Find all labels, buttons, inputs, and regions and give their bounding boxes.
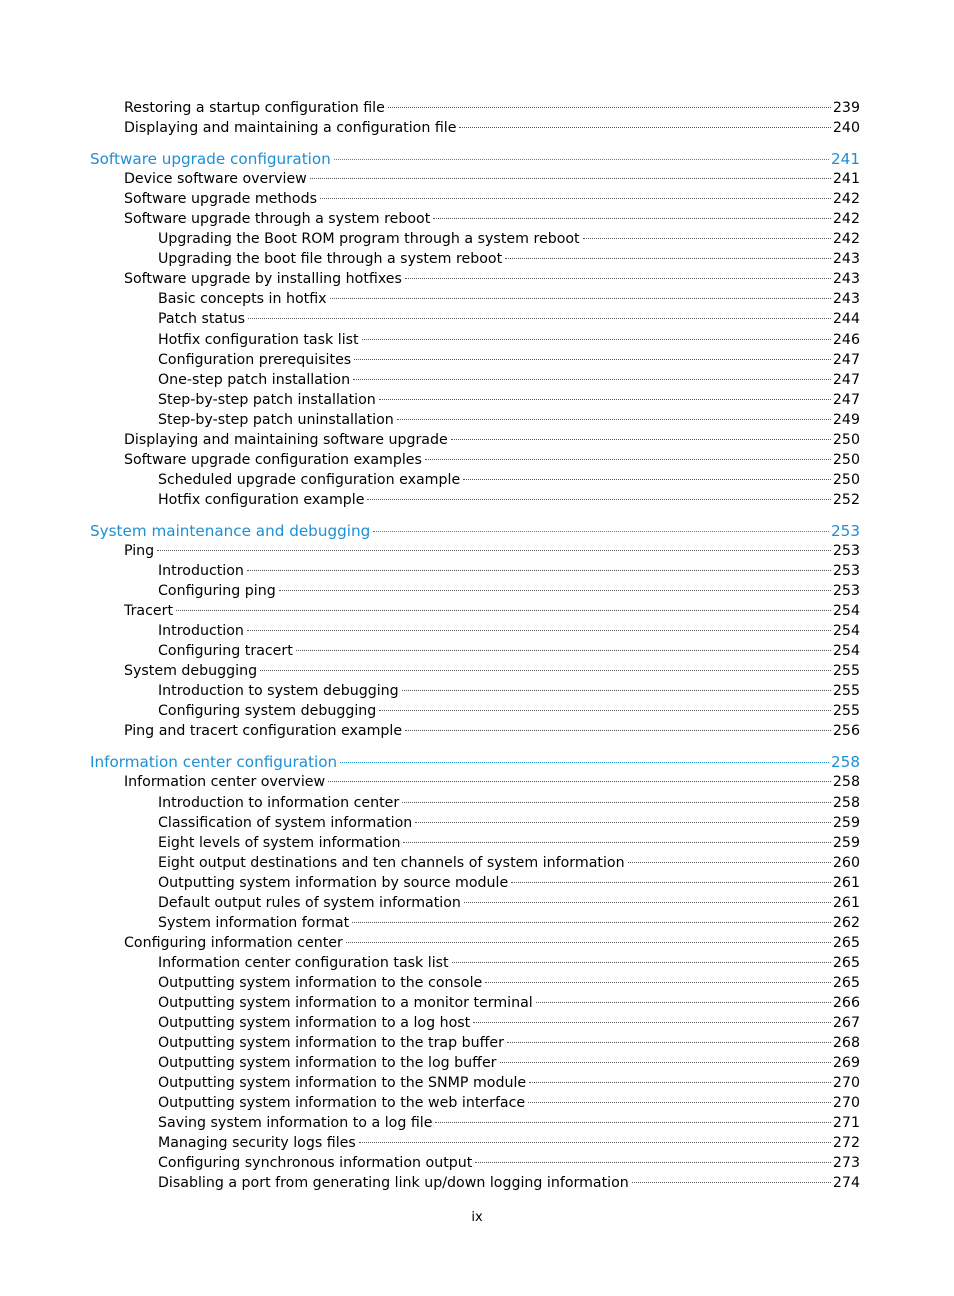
toc-entry-title: Default output rules of system information <box>158 894 461 911</box>
toc-entry-page: 241 <box>832 171 860 188</box>
dot-leader <box>373 531 829 532</box>
toc-entry[interactable] <box>124 452 860 468</box>
toc-entry-page: 272 <box>832 1135 860 1152</box>
toc-entry-page: 247 <box>832 391 860 408</box>
toc-entry-page: 270 <box>832 1075 860 1092</box>
toc-entry-page: 267 <box>832 1015 860 1032</box>
toc-entry-page: 241 <box>831 150 860 169</box>
dot-leader <box>452 962 831 963</box>
dot-leader <box>388 107 831 108</box>
toc-entry-title: Configuring system debugging <box>158 703 377 720</box>
toc-entry-page: 243 <box>832 271 860 288</box>
toc-entry-page: 259 <box>832 834 860 851</box>
toc-entry-page: 262 <box>832 914 860 931</box>
toc-entry[interactable] <box>158 1055 860 1071</box>
toc-entry-title: Software upgrade configuration <box>90 150 331 169</box>
dot-leader <box>505 258 831 259</box>
toc-entry-title: One-step patch installation <box>158 371 351 388</box>
toc-entry-title: Introduction to system debugging <box>158 683 399 700</box>
toc-entry-page: 256 <box>832 723 860 740</box>
toc-entry[interactable] <box>158 583 860 599</box>
toc-entry-title: Configuring ping <box>158 583 276 600</box>
toc-entry[interactable] <box>124 171 860 187</box>
toc-entry-title: Configuring information center <box>124 934 343 951</box>
toc-entry-page: 242 <box>832 211 860 228</box>
toc-entry[interactable] <box>158 1035 860 1051</box>
dot-leader <box>511 882 831 883</box>
toc-entry[interactable] <box>124 211 860 227</box>
dot-leader <box>529 1082 831 1083</box>
dot-leader <box>260 670 831 671</box>
toc-entry-page: 254 <box>832 603 860 620</box>
toc-entry[interactable] <box>158 795 860 811</box>
toc-entry[interactable] <box>158 895 860 911</box>
toc-entry-page: 265 <box>832 934 860 951</box>
dot-leader <box>334 159 829 160</box>
toc-entry[interactable] <box>158 1135 860 1151</box>
toc-entry-title: Upgrading the Boot ROM program through a system reboot <box>158 231 580 248</box>
toc-entry-page: 258 <box>832 794 860 811</box>
toc-entry-title: Step-by-step patch installation <box>158 391 376 408</box>
toc-entry-page: 253 <box>832 542 860 559</box>
toc-entry[interactable] <box>158 251 860 267</box>
toc-entry-page: 254 <box>832 643 860 660</box>
toc-entry-title: Introduction <box>158 623 244 640</box>
toc-entry-page: 253 <box>832 563 860 579</box>
toc-entry[interactable] <box>158 352 860 368</box>
toc-entry-page: 240 <box>832 120 860 137</box>
toc-entry-title: System maintenance and debugging <box>90 521 371 540</box>
toc-entry-page: 246 <box>832 331 860 348</box>
toc-entry[interactable] <box>124 432 860 448</box>
toc-entry-title: Restoring a startup configuration file <box>124 100 385 116</box>
dot-leader <box>247 630 831 631</box>
toc-entry-title: Outputting system information to the trap buffer <box>158 1035 504 1052</box>
toc-entry[interactable] <box>158 563 860 579</box>
toc-entry-page: 247 <box>832 371 860 388</box>
toc-entry-page: 255 <box>832 703 860 720</box>
dot-leader <box>473 1022 831 1023</box>
toc-entry[interactable] <box>158 1115 860 1131</box>
dot-leader <box>352 922 831 923</box>
dot-leader <box>279 590 831 591</box>
toc-entry-page: 249 <box>832 411 860 428</box>
toc-entry-page: 261 <box>832 874 860 891</box>
dot-leader <box>346 942 831 943</box>
dot-leader <box>435 1122 830 1123</box>
toc-entry[interactable] <box>124 191 860 207</box>
toc-entry-page: 265 <box>832 974 860 991</box>
dot-leader <box>415 822 831 823</box>
toc-entry-title: Software upgrade by installing hotfixes <box>124 271 402 288</box>
toc-entry-title: Eight output destinations and ten channels of system information <box>158 854 625 871</box>
toc-entry-title: Ping and tracert configuration example <box>124 723 403 740</box>
toc-entry[interactable] <box>124 543 860 559</box>
toc-entry-title: System debugging <box>124 663 258 680</box>
toc-entry[interactable] <box>158 835 860 851</box>
toc-entry-page: 266 <box>832 995 860 1011</box>
dot-leader <box>425 459 831 460</box>
dot-leader <box>367 499 830 500</box>
toc-entry[interactable] <box>158 472 860 488</box>
toc-entry-page: 252 <box>832 491 860 508</box>
dot-leader <box>464 902 831 903</box>
dot-leader <box>632 1182 831 1183</box>
dot-leader <box>379 710 831 711</box>
toc-entry[interactable] <box>124 935 860 951</box>
dot-leader <box>485 982 831 983</box>
toc-entry-page: 258 <box>832 774 860 791</box>
toc-entry-title: Disabling a port from generating link up/down logging information <box>158 1175 629 1192</box>
toc-chapter-entry[interactable] <box>90 150 860 168</box>
toc-entry-title: Configuring synchronous information output <box>158 1155 473 1172</box>
toc-entry-title: Introduction to information center <box>158 794 400 811</box>
toc-entry-title: Information center configuration <box>90 753 338 772</box>
toc-entry-title: Software upgrade configuration examples <box>124 451 422 468</box>
toc-entry-title: Basic concepts in hotfix <box>158 291 327 308</box>
toc-entry-title: Step-by-step patch uninstallation <box>158 411 394 428</box>
toc-entry-page: 250 <box>832 451 860 468</box>
dot-leader <box>359 1142 831 1143</box>
toc-entry-title: Software upgrade methods <box>124 191 318 208</box>
toc-entry-title: Outputting system information to the web interface <box>158 1095 526 1112</box>
dot-leader <box>248 318 831 319</box>
toc-entry-title: Managing security logs files <box>158 1135 356 1152</box>
toc-entry-title: Tracert <box>124 603 174 620</box>
dot-leader <box>459 127 830 128</box>
dot-leader <box>433 218 831 219</box>
dot-leader <box>379 399 831 400</box>
dot-leader <box>402 690 831 691</box>
toc-entry[interactable] <box>158 955 860 971</box>
toc-entry-page: 271 <box>832 1115 860 1132</box>
dot-leader <box>405 730 831 731</box>
dot-leader <box>583 238 831 239</box>
toc-entry[interactable] <box>158 1075 860 1091</box>
toc-entry-title: Eight levels of system information <box>158 834 401 851</box>
dot-leader <box>528 1102 831 1103</box>
toc-entry-page: 242 <box>832 231 860 248</box>
toc-entry-page: 247 <box>832 351 860 368</box>
toc-entry-page: 242 <box>832 191 860 208</box>
toc-entry[interactable] <box>158 1015 860 1031</box>
toc-entry[interactable] <box>158 995 860 1011</box>
dot-leader <box>403 842 830 843</box>
toc-entry[interactable] <box>158 231 860 247</box>
toc-entry[interactable] <box>158 975 860 991</box>
toc-entry-page: 253 <box>831 521 860 540</box>
page-number: ix <box>471 1210 483 1225</box>
toc-entry-page: 250 <box>832 431 860 448</box>
dot-leader <box>328 781 831 782</box>
dot-leader <box>536 1002 831 1003</box>
toc-entry-title: System information format <box>158 914 350 931</box>
dot-leader <box>176 610 831 611</box>
toc-entry-title: Scheduled upgrade configuration example <box>158 471 461 488</box>
toc-entry-title: Outputting system information to a monitor terminal <box>158 995 533 1011</box>
toc-entry[interactable] <box>124 774 860 790</box>
dot-leader <box>353 379 831 380</box>
toc-entry[interactable] <box>158 372 860 388</box>
toc-entry-title: Classification of system information <box>158 814 413 831</box>
dot-leader <box>463 479 831 480</box>
toc-entry[interactable] <box>158 623 860 639</box>
dot-leader <box>628 862 831 863</box>
toc-entry-page: 239 <box>832 100 860 116</box>
toc-entry[interactable] <box>158 412 860 428</box>
toc-entry-title: Information center configuration task list <box>158 954 449 971</box>
toc-entry-title: Patch status <box>158 311 246 328</box>
toc-entry[interactable] <box>158 1175 860 1191</box>
toc-entry-page: 254 <box>832 623 860 640</box>
toc-entry-title: Software upgrade through a system reboot <box>124 211 431 228</box>
dot-leader <box>451 439 831 440</box>
toc-entry[interactable] <box>158 332 860 348</box>
toc-entry-page: 259 <box>832 814 860 831</box>
toc-entry-title: Outputting system information to the SNMP module <box>158 1075 527 1092</box>
toc-entry-title: Outputting system information to the console <box>158 974 483 991</box>
dot-leader <box>507 1042 831 1043</box>
toc-entry-page: 258 <box>831 753 860 772</box>
toc-entry-page: 274 <box>832 1175 860 1192</box>
toc-entry[interactable] <box>158 291 860 307</box>
toc-entry-title: Outputting system information by source module <box>158 874 509 891</box>
dot-leader <box>296 650 831 651</box>
toc-entry-title: Upgrading the boot file through a system reboot <box>158 251 503 268</box>
toc-entry[interactable] <box>158 492 860 508</box>
dot-leader <box>475 1162 831 1163</box>
toc-entry-page: 255 <box>832 683 860 700</box>
toc-entry-title: Ping <box>124 542 155 559</box>
toc-entry-title: Displaying and maintaining a configuration file <box>124 120 457 137</box>
toc-entry[interactable] <box>158 703 860 719</box>
toc-entry[interactable] <box>158 683 860 699</box>
dot-leader <box>157 550 831 551</box>
dot-leader <box>402 802 831 803</box>
toc-entry[interactable] <box>158 855 860 871</box>
toc-entry-title: Outputting system information to the log buffer <box>158 1055 497 1072</box>
dot-leader <box>405 278 831 279</box>
toc-entry-page: 243 <box>832 251 860 268</box>
toc-entry-page: 255 <box>832 663 860 680</box>
toc-entry[interactable] <box>124 271 860 287</box>
toc-entry[interactable] <box>158 643 860 659</box>
toc-entry-title: Saving system information to a log file <box>158 1115 433 1132</box>
dot-leader <box>310 178 831 179</box>
toc-entry-page: 243 <box>832 291 860 308</box>
toc-entry-page: 269 <box>832 1055 860 1072</box>
toc-entry-title: Hotfix configuration task list <box>158 331 359 348</box>
toc-entry-page: 265 <box>832 954 860 971</box>
toc-chapter-entry[interactable] <box>90 522 860 540</box>
toc-entry-page: 244 <box>832 311 860 328</box>
toc-entry[interactable] <box>124 603 860 619</box>
toc-entry[interactable] <box>158 915 860 931</box>
toc-chapter-entry[interactable] <box>90 753 860 771</box>
toc-entry-page: 260 <box>832 854 860 871</box>
toc-entry[interactable] <box>124 100 860 116</box>
toc-entry-page: 250 <box>832 471 860 488</box>
toc-entry-title: Device software overview <box>124 171 307 188</box>
dot-leader <box>397 419 831 420</box>
toc-entry-title: Configuration prerequisites <box>158 351 352 368</box>
toc-entry[interactable] <box>158 1095 860 1111</box>
toc-entry-page: 268 <box>832 1035 860 1052</box>
dot-leader <box>330 298 831 299</box>
dot-leader <box>247 570 831 571</box>
toc-entry[interactable] <box>158 875 860 891</box>
toc-entry-title: Hotfix configuration example <box>158 491 365 508</box>
dot-leader <box>500 1062 831 1063</box>
toc-entry[interactable] <box>158 815 860 831</box>
dot-leader <box>340 762 829 763</box>
toc-entry[interactable] <box>158 311 860 327</box>
toc-entry[interactable] <box>124 663 860 679</box>
dot-leader <box>354 359 831 360</box>
toc-entry-page: 273 <box>832 1155 860 1172</box>
toc-entry-title: Introduction <box>158 563 244 579</box>
toc-entry-title: Information center overview <box>124 774 326 791</box>
dot-leader <box>320 198 831 199</box>
toc-entry-page: 253 <box>832 583 860 600</box>
toc-entry-page: 270 <box>832 1095 860 1112</box>
toc-entry[interactable] <box>124 723 860 739</box>
toc-entry-title: Outputting system information to a log host <box>158 1015 471 1032</box>
toc-entry-title: Configuring tracert <box>158 643 293 660</box>
toc-entry[interactable] <box>124 120 860 136</box>
toc-entry-title: Displaying and maintaining software upgrade <box>124 431 448 448</box>
toc-entry-page: 261 <box>832 894 860 911</box>
dot-leader <box>362 339 831 340</box>
toc-entry[interactable] <box>158 392 860 408</box>
toc-entry[interactable] <box>158 1155 860 1171</box>
